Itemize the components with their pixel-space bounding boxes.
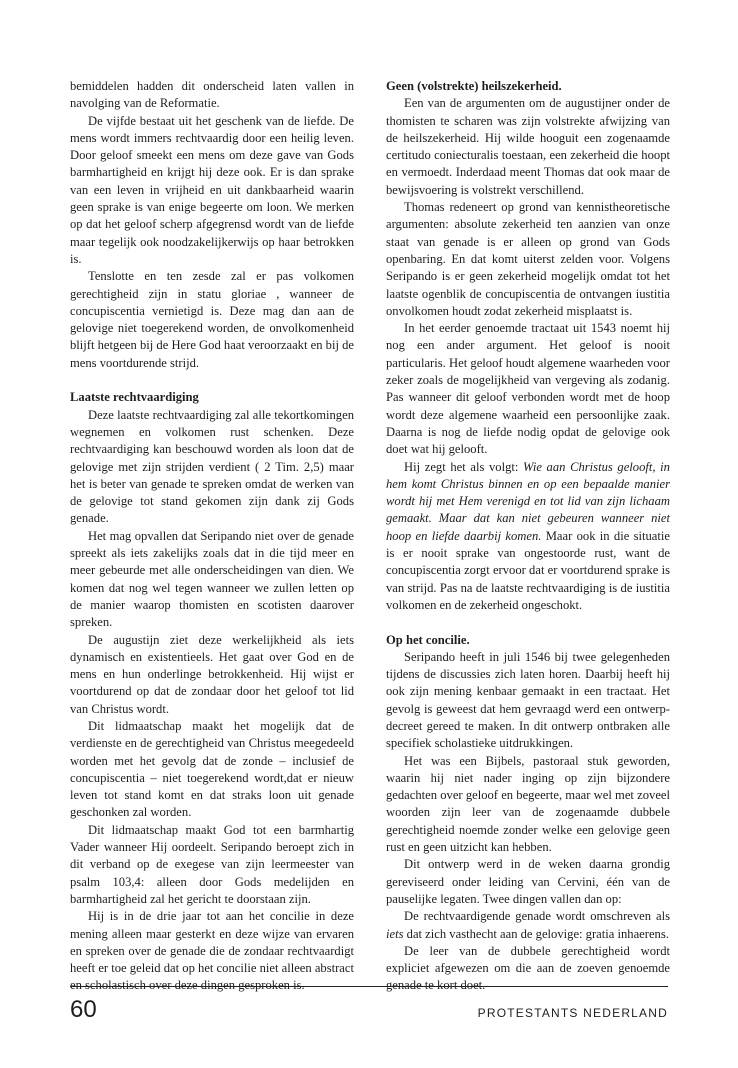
paragraph-quote [386,459,670,615]
text-lead: De rechtvaardigende genade wordt omschreven als [404,909,670,924]
section-gap [70,372,354,389]
paragraph-body: De augustijn ziet deze werkelijkheid als iets dynamisch en existentieels. Het gaat over God en de mens en hun onderlinge betrokkenheid. Hij wijst er voortdurend op dat de zondaar door het geloof tot lid van Christus wordt. [70,632,354,716]
paragraph-continued: bemiddelen hadden dit onderscheid laten vallen in navolging van de Reformatie. [70,79,354,111]
quote-rest: Maar ook in die situatie is er nooit sprake van ongestoorde rust, want de concupiscentia zorgt ervoor dat er voortdurend sprake is van strijd. Pas na de laatste rechtvaardiging is de iustitia volkomen en de zekerheid ongeschokt. [386,528,670,612]
page-number: 60 [70,996,97,1023]
paragraph-body: Seripando heeft in juli 1546 bij twee gelegenheden tijdens de discussies zich laten horen. Daarbij heeft hij ook zijn mening kenbaar gemaakt in een tractaat. Het gevolg is geweest dat hem gevraagd werd een ontwerp-decreet gereed te maken. In dit ontwerp ontbraken alle specifiek scholastieke uitdrukkingen. [386,649,670,751]
paragraph-body: Dit lidmaatschap maakt het mogelijk dat de verdienste en de gerechtigheid van Christus meegedeeld worden met het gevolg dat de zonde – inclusief de concupiscentia – niet toegerekend wordt,dat er nieuw leven tot stand komt en dat straks loon uit genade geschonken zal worden. [70,718,354,820]
paragraph-body: Dit ontwerp werd in de weken daarna grondig gereviseerd onder leiding van Cervini, één van de pauselijke legaten. Twee dingen vallen dan op: [386,857,670,906]
footer-rule [70,986,668,987]
text-rest: dat zich vasthecht aan de gelovige: gratia inhaerens. [403,926,669,941]
paragraph-fifth: De vijfde bestaat uit het geschenk van de liefde. De mens wordt immers rechtvaardig door een heilig leven. Door geloof smeekt een mens om deze gave van Gods barmhartigheid en krijgt hij deze ook. Er is dan sprake van een leven in vrijheid en uit dankbaarheid waarin geen sprake is van enige begeerte om loon. We merken op dat het geloof scherp afgegrensd wordt van de liefde maar tegelijk ook noodzakelijkerwijs op haar betrokken is. [70,113,354,266]
running-footer-title: PROTESTANTS NEDERLAND [477,1006,668,1020]
paragraph-body: Een van de argumenten om de augustijner onder de thomisten te scharen was zijn volstrekte afwijzing van de heilszekerheid. Hij wilde hooguit een zogenaamde certitudo coniecturalis toestaan, een zekerheid die hoopt en vermoedt. Inderdaad meent Thomas dat ook maar de bewijsvoering is volstrekt verschillend. [386,96,670,197]
paragraph-body: Dit lidmaatschap maakt God tot een barmhartig Vader wanneer Hij oordeelt. Seripando beroept zich in dit verband op de exegese van zijn leermeester van psalm 103,4: alleen door Gods medelijden en barmhartigheid zal het gericht te doorstaan zijn. [70,822,354,906]
heading-laatste-rechtvaardiging: Laatste rechtvaardiging [70,390,199,405]
paragraph-body: Deze laatste rechtvaardiging zal alle tekortkomingen wegnemen en volkomen rust schenken. Deze rechtvaardiging kan beschouwd worden als loon dat de gelovige met zijn strijden verdient ( 2 Tim. 2,5) maar het is beter van genade te spreken omdat de werken van de gelovige tot stand gekomen zijn dank zij Gods genade. [70,407,354,526]
paragraph-body: De leer van de dubbele gerechtigheid wordt expliciet afgewezen om die aan de zoeven genoemde genade te kort doet. [386,943,670,993]
paragraph-body: In het eerder genoemde tractaat uit 1543 noemt hij nog een ander argument. Het geloof is nooit particularis. Het geloof houdt algemene waarheden voor zeker zoals de mogelijkheid van vergeving als zodanig. Pas wanneer dit geloof verbonden wordt met de hoop wordt deze algemene waarheid een persoonlijke zaak. Daarna is nog de liefde nodig opdat de gelovige ook doet wat hij gelooft. [386,321,670,457]
quote-lead: Hij zegt het als volgt: [404,459,524,474]
heading-heilszekerheid: Geen (volstrekte) heilszekerheid. [386,79,562,93]
heading-op-het-concilie: Op het concilie. [386,632,470,647]
paragraph-body [386,908,670,943]
left-column [70,78,354,995]
paragraph-body: Het was een Bijbels, pastoraal stuk geworden, waarin hij niet nader inging op zijn bijzondere gedachten over geloof en begeerte, maar wel met zoveel woorden zijn leer van de zogenaamde dubbele gerechtigheid noemde zonder welke een gelovige geen rust en geen uitzicht kan hebben. [386,753,670,855]
paragraph-body: Het mag opvallen dat Seripando niet over de genade spreekt als iets zakelijks zoals dat in die tijd meer en meer gebeurde met alle onderscheidingen van dien. We komen dat nog wel tegen wanneer we zullen letten op de manier waarop thomisten en scotisten daarover spreken. [70,528,354,630]
section-gap [386,614,670,631]
right-column [386,78,670,995]
paragraph-sixth: Tenslotte en ten zesde zal er pas volkomen gerechtigheid zijn in statu gloriae , wanneer de concupiscentia vernietigd is. Deze mag dan aan de gelovige niet toegerekend worden, de onvolkomenheid blijft hetgeen bij de Here God haat veroorzaakt en bij de mens voortdurende strijd. [70,269,354,370]
paragraph-body: Thomas redeneert op grond van kennistheoretische argumenten: absolute zekerheid ten aanzien van onze staat van genade is er alleen op grond van Gods openbaring. En dat komt uiterst zelden voor. Volgens Seripando is er geen zekerheid mogelijk omdat tot het laatste ogenblik de concupiscentia de ontvangen iustitia onvolkomen houdt zodat zekerheid misplaatst is. [386,200,670,318]
quote-italic: Wie aan Christus gelooft, in hem komt Christus binnen en op een bepaalde manier wordt hij met Hem verenigd en tot lid van zijn lichaam gemaakt. Maar dat kan niet gebeuren wanneer niet hoop en liefde daarbij komen. [386,459,670,543]
text-italic: iets [386,926,404,941]
paragraph-body: Hij is in de drie jaar tot aan het concilie in deze mening alleen maar gesterkt en deze wijze van ervaren en spreken over de genade die de zondaar rechtvaardigt heeft er toe geleid dat op het concilie niet alleen abstract en scholastisch over deze dingen gesproken is. [70,909,354,993]
